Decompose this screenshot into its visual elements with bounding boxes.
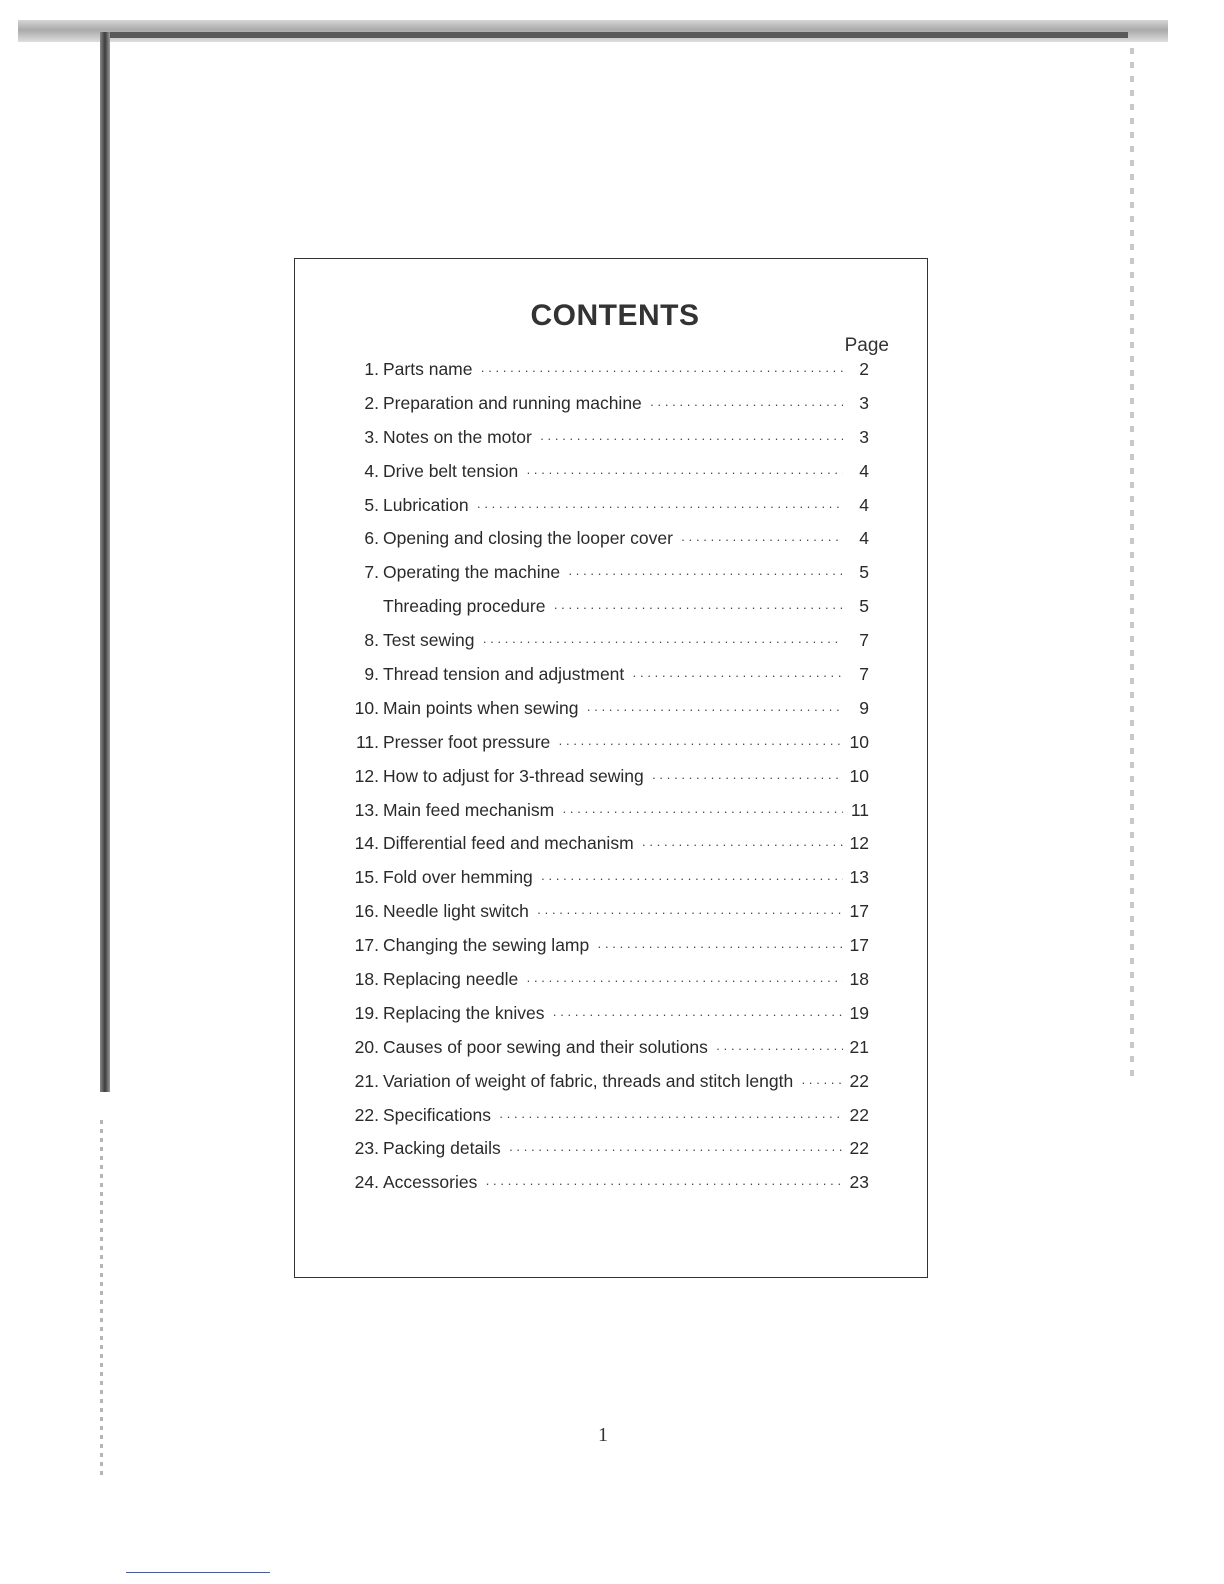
toc-entry (345, 427, 869, 461)
toc-leader-dots (562, 804, 843, 819)
toc-entry-number: 8. (364, 630, 379, 651)
toc-leader-dots (526, 465, 843, 480)
toc-entry-title: Test sewing (383, 630, 475, 651)
toc-entry (345, 1105, 869, 1139)
toc-entry (345, 935, 869, 969)
toc-entry-title: Variation of weight of fabric, threads and stitch length (383, 1070, 794, 1091)
toc-entry (345, 359, 869, 393)
toc-leader-dots (509, 1142, 843, 1157)
toc-entry-page: 3 (859, 426, 869, 447)
toc-entry-title: Parts name (383, 359, 473, 379)
toc-entry-title: Lubrication (383, 494, 469, 515)
toc-entry-number: 11. (355, 731, 379, 752)
toc-entry (345, 461, 869, 495)
toc-entry-title: Packing details (383, 1138, 501, 1159)
toc-entry-title: Replacing needle (383, 969, 519, 990)
toc-entry (345, 562, 869, 596)
toc-leader-dots (552, 1007, 843, 1022)
toc-entry-page: 4 (859, 460, 869, 481)
toc-entry-number: 3. (364, 426, 379, 447)
toc-entry-title: Differential feed and mechanism (383, 833, 634, 854)
toc-entry-number: 14. (354, 833, 379, 854)
toc-entry (345, 1138, 869, 1172)
toc-entry (345, 495, 869, 529)
toc-list (345, 359, 869, 1206)
toc-entry-title: Presser foot pressure (383, 731, 551, 752)
toc-entry-page: 2 (859, 359, 869, 379)
toc-entry-title: Notes on the motor (383, 426, 532, 447)
toc-entry-title: Needle light switch (383, 901, 529, 922)
toc-entry-page: 4 (859, 528, 869, 549)
toc-leader-dots (558, 736, 843, 751)
toc-entry-number: 21. (354, 1070, 379, 1091)
toc-entry-page: 22 (849, 1070, 869, 1091)
toc-leader-dots (499, 1109, 843, 1124)
page-column-label: Page (844, 335, 889, 356)
toc-entry-number: 19. (354, 1002, 379, 1023)
toc-entry-page: 3 (859, 392, 869, 413)
toc-entry-number: 17. (354, 935, 379, 956)
toc-entry (345, 596, 869, 630)
toc-entry-number: 6. (364, 528, 379, 549)
toc-entry (345, 867, 869, 901)
toc-entry-page: 12 (849, 833, 869, 854)
toc-entry (345, 901, 869, 935)
toc-entry-page: 18 (849, 969, 869, 990)
toc-entry (345, 1071, 869, 1105)
toc-leader-dots (477, 499, 843, 514)
toc-entry-page: 5 (859, 596, 869, 617)
toc-entry-number: 16. (354, 901, 379, 922)
toc-entry-title: Changing the sewing lamp (383, 935, 590, 956)
toc-entry (345, 766, 869, 800)
toc-entry (345, 698, 869, 732)
toc-entry-title: Operating the machine (383, 562, 561, 583)
toc-leader-dots (541, 871, 843, 886)
toc-entry-title: Preparation and running machine (383, 392, 642, 413)
toc-entry (345, 833, 869, 867)
toc-leader-dots (485, 1176, 843, 1191)
toc-entry-number: 24. (354, 1172, 379, 1193)
toc-entry-page: 22 (849, 1138, 869, 1159)
toc-entry-number: 7. (364, 562, 379, 583)
toc-leader-dots (553, 600, 843, 615)
toc-entry-number: 18. (354, 969, 379, 990)
toc-leader-dots (568, 566, 843, 581)
scan-edge-left (100, 32, 110, 1092)
toc-entry-number: 22. (354, 1104, 379, 1125)
toc-entry-number: 20. (354, 1036, 379, 1057)
contents-title: CONTENTS (530, 299, 700, 332)
toc-leader-dots (650, 397, 843, 412)
toc-entry-page: 7 (859, 664, 869, 685)
scan-edge-top (18, 20, 1168, 42)
toc-entry-title: Opening and closing the looper cover (383, 528, 673, 549)
toc-entry-title: Causes of poor sewing and their solutions (383, 1036, 708, 1057)
toc-leader-dots (480, 363, 843, 378)
toc-entry-number: 12. (354, 765, 379, 786)
toc-entry (345, 800, 869, 834)
toc-leader-dots (681, 532, 843, 547)
toc-entry-page: 23 (849, 1172, 869, 1193)
toc-entry-page: 21 (849, 1036, 869, 1057)
toc-leader-dots (642, 837, 843, 852)
toc-entry-page: 13 (849, 867, 869, 888)
toc-leader-dots (652, 770, 843, 785)
toc-entry (345, 630, 869, 664)
toc-entry-number: 23. (354, 1138, 379, 1159)
scan-edge-left-lower (100, 1120, 103, 1480)
toc-leader-dots (537, 905, 843, 920)
scan-edge-right (1130, 48, 1134, 1078)
toc-entry (345, 1172, 869, 1206)
footer-link-underline (126, 1572, 270, 1573)
toc-entry (345, 969, 869, 1003)
toc-entry-page: 17 (849, 901, 869, 922)
toc-entry-page: 9 (859, 697, 869, 718)
toc-entry (345, 732, 869, 766)
toc-entry-page: 17 (849, 935, 869, 956)
toc-entry-title: How to adjust for 3-thread sewing (383, 765, 644, 786)
toc-entry-number: 5. (364, 494, 379, 515)
toc-entry-page: 22 (849, 1104, 869, 1125)
toc-entry (345, 664, 869, 698)
toc-entry-page: 19 (849, 1002, 869, 1023)
toc-entry (345, 1037, 869, 1071)
toc-entry-page: 10 (849, 731, 869, 752)
toc-leader-dots (526, 973, 843, 988)
toc-entry-page: 7 (859, 630, 869, 651)
page-number: 1 (598, 1424, 608, 1446)
toc-leader-dots (540, 431, 843, 446)
toc-entry-page: 11 (850, 799, 869, 820)
toc-entry (345, 1003, 869, 1037)
toc-entry-title: Main points when sewing (383, 697, 579, 718)
toc-entry-title: Main feed mechanism (383, 799, 555, 820)
toc-entry-title: Threading procedure (383, 596, 546, 617)
toc-entry-page: 10 (849, 765, 869, 786)
toc-leader-dots (801, 1075, 843, 1090)
toc-entry-number: 1. (364, 359, 379, 379)
toc-entry (345, 393, 869, 427)
toc-entry-number: 10. (354, 697, 379, 718)
toc-leader-dots (716, 1041, 843, 1056)
toc-entry-number: 15. (354, 867, 379, 888)
toc-leader-dots (482, 634, 843, 649)
toc-entry (345, 528, 869, 562)
toc-leader-dots (587, 702, 843, 717)
toc-leader-dots (632, 668, 843, 683)
toc-entry-title: Replacing the knives (383, 1002, 545, 1023)
toc-entry-title: Fold over hemming (383, 867, 533, 888)
toc-entry-title: Accessories (383, 1172, 478, 1193)
toc-entry-number: 9. (364, 664, 379, 685)
scan-edge-top-shadow (108, 32, 1128, 38)
toc-entry-number: 2. (364, 392, 379, 413)
toc-entry-number: 13. (354, 799, 379, 820)
toc-entry-title: Drive belt tension (383, 460, 519, 481)
toc-entry-title: Thread tension and adjustment (383, 664, 625, 685)
contents-box (294, 258, 928, 1278)
toc-entry-number: 4. (364, 460, 379, 481)
toc-entry-page: 4 (859, 494, 869, 515)
toc-entry-page: 5 (859, 562, 869, 583)
toc-entry-title: Specifications (383, 1104, 491, 1125)
toc-leader-dots (597, 939, 843, 954)
